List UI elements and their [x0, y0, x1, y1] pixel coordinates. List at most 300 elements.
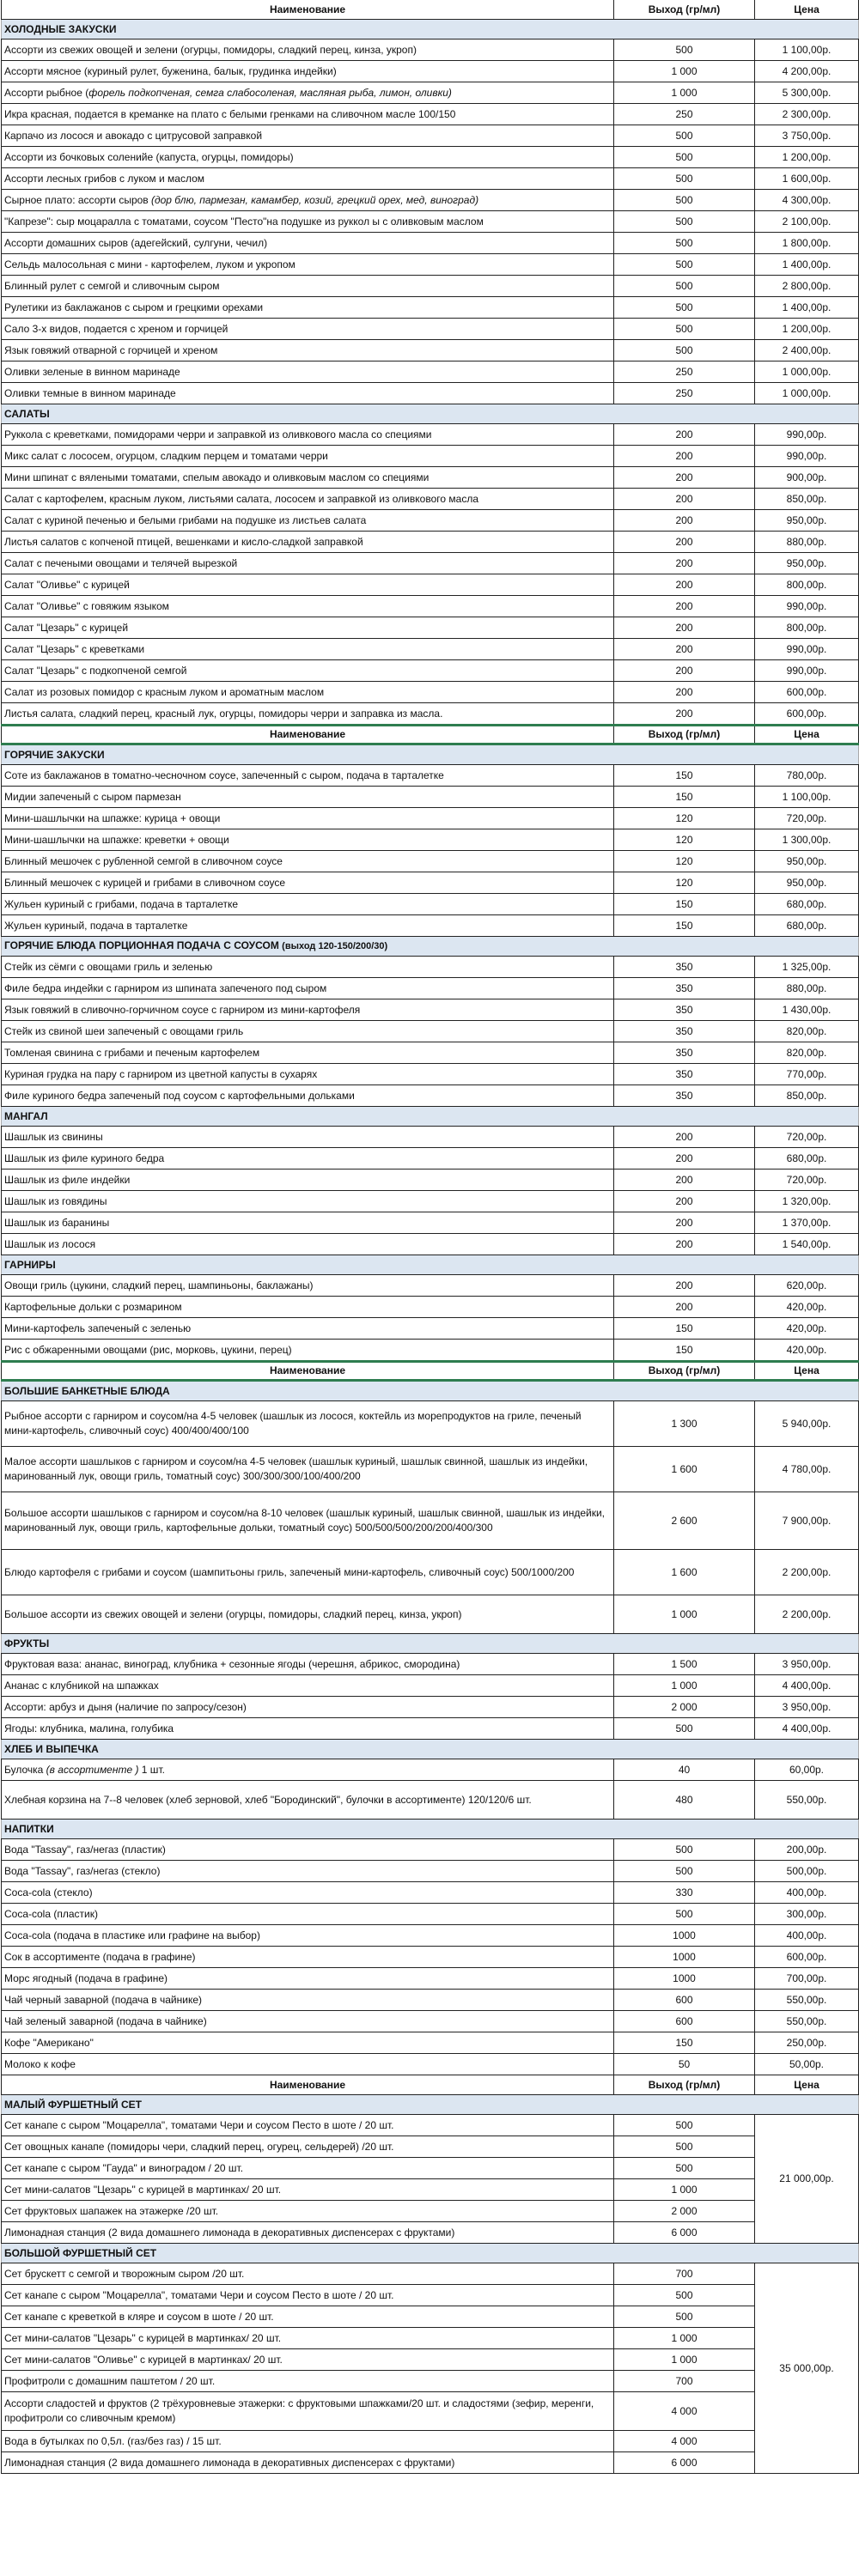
item-yield: 500	[614, 211, 755, 233]
item-name-main: Сырное плато: ассорти сыров	[4, 193, 151, 206]
item-price: 4 780,00р.	[755, 1447, 859, 1492]
item-price: 200,00р.	[755, 1839, 859, 1861]
item-price: 720,00р.	[755, 808, 859, 829]
item-name: Карпачо из лосося и авокадо с цитрусовой заправкой	[2, 125, 614, 147]
item-yield: 200	[614, 703, 755, 726]
item-name-italic: форель подкопченая, семга слабосоленая, масляная рыба, лимон, оливки)	[88, 86, 452, 99]
item-name: Сет мини-салатов "Цезарь" с курицей в мартинках/ 20 шт.	[2, 2179, 614, 2201]
menu-item-row	[2, 1861, 859, 1882]
menu-item-row	[2, 787, 859, 808]
menu-item-row	[2, 2371, 859, 2392]
item-yield: 6 000	[614, 2452, 755, 2474]
item-price: 880,00р.	[755, 978, 859, 999]
item-yield: 1 000	[614, 2349, 755, 2371]
menu-item-row	[2, 2431, 859, 2452]
item-name: Салат с печеными овощами и телячей вырезкой	[2, 553, 614, 574]
item-yield: 200	[614, 1127, 755, 1148]
column-header-name: Наименование	[2, 1362, 614, 1381]
item-yield: 150	[614, 1340, 755, 1362]
item-name: Сельдь малосольная с мини - картофелем, луком и укропом	[2, 254, 614, 276]
section-header-small_buffet	[2, 2095, 859, 2115]
item-price: 850,00р.	[755, 489, 859, 510]
item-price: 420,00р.	[755, 1340, 859, 1362]
item-yield: 150	[614, 2032, 755, 2054]
section-title-text: ФРУКТЫ	[4, 1637, 50, 1649]
item-price: 4 400,00р.	[755, 1675, 859, 1697]
menu-item-row	[2, 894, 859, 915]
menu-item-row	[2, 1968, 859, 1990]
menu-item-row	[2, 1127, 859, 1148]
menu-item-row	[2, 1212, 859, 1234]
menu-item-row	[2, 1085, 859, 1107]
item-yield: 350	[614, 978, 755, 999]
menu-item-row	[2, 1021, 859, 1042]
item-name: Сет канапе с сыром "Моцарелла", томатами Чери и соусом Песто в шоте / 20 шт.	[2, 2115, 614, 2136]
menu-item-row	[2, 2285, 859, 2306]
item-price: 770,00р.	[755, 1064, 859, 1085]
column-header-name: Наименование	[2, 726, 614, 744]
item-name: Ягоды: клубника, малина, голубика	[2, 1718, 614, 1740]
item-price: 680,00р.	[755, 894, 859, 915]
menu-item-row	[2, 1925, 859, 1947]
item-name: Оливки темные в винном маринаде	[2, 383, 614, 404]
menu-item-row	[2, 1697, 859, 1718]
item-yield: 120	[614, 851, 755, 872]
item-name: Листья салатов с копченой птицей, вешенками и кисло-сладкой заправкой	[2, 532, 614, 553]
item-yield: 500	[614, 2158, 755, 2179]
menu-item-row	[2, 1275, 859, 1297]
item-yield: 6 000	[614, 2222, 755, 2244]
item-price: 500,00р.	[755, 1861, 859, 1882]
item-name: Ассорти домашних сыров (адегейский, сулгуни, чечил)	[2, 233, 614, 254]
item-name: Томленая свинина с грибами и печеным картофелем	[2, 1042, 614, 1064]
column-header-yield: Выход (гр/мл)	[614, 1362, 755, 1381]
item-name: Ананас с клубникой на шпажках	[2, 1675, 614, 1697]
menu-item-row	[2, 276, 859, 297]
item-name-italic: (в ассортименте )	[46, 1763, 139, 1776]
item-price: 1 000,00р.	[755, 383, 859, 404]
item-price: 400,00р.	[755, 1925, 859, 1947]
item-price: 620,00р.	[755, 1275, 859, 1297]
item-name: Блинный мешочек с курицей и грибами в сливочном соусе	[2, 872, 614, 894]
item-yield: 120	[614, 829, 755, 851]
section-title-text: ХОЛОДНЫЕ ЗАКУСКИ	[4, 22, 117, 35]
item-name: Язык говяжий в сливочно-горчичном соусе с гарниром из мини-картофеля	[2, 999, 614, 1021]
menu-item-row	[2, 2349, 859, 2371]
item-name: Салат "Цезарь" с курицей	[2, 617, 614, 639]
menu-item-row	[2, 2201, 859, 2222]
column-header-row	[2, 1362, 859, 1381]
item-yield: 2 000	[614, 1697, 755, 1718]
item-price: 420,00р.	[755, 1318, 859, 1340]
item-name: Овощи гриль (цукини, сладкий перец, шампиньоны, баклажаны)	[2, 1275, 614, 1297]
menu-item-row	[2, 2158, 859, 2179]
item-yield: 500	[614, 2115, 755, 2136]
menu-item-row	[2, 851, 859, 872]
item-name: Куриная грудка на пару с гарниром из цветной капусты в сухарях	[2, 1064, 614, 1085]
item-price: 2 400,00р.	[755, 340, 859, 361]
item-price: 2 100,00р.	[755, 211, 859, 233]
item-yield: 200	[614, 489, 755, 510]
item-name: Coca-cola (стекло)	[2, 1882, 614, 1904]
section-title	[2, 1740, 859, 1759]
section-header-drinks	[2, 1820, 859, 1839]
menu-item-row	[2, 1781, 859, 1820]
item-price: 1 200,00р.	[755, 147, 859, 168]
menu-item-row	[2, 978, 859, 999]
item-price: 600,00р.	[755, 682, 859, 703]
item-name: Сет брускетт с семгой и творожным сыром /20 шт.	[2, 2263, 614, 2285]
item-price: 1 430,00р.	[755, 999, 859, 1021]
item-name: Сало 3-х видов, подается с хреном и горчицей	[2, 319, 614, 340]
column-header-row	[2, 726, 859, 744]
item-price: 1 320,00р.	[755, 1191, 859, 1212]
item-price: 600,00р.	[755, 703, 859, 726]
section-title	[2, 1634, 859, 1654]
menu-item-row	[2, 682, 859, 703]
item-yield: 4 000	[614, 2431, 755, 2452]
item-price: 600,00р.	[755, 1947, 859, 1968]
item-name: Coca-cola (подача в пластике или графине на выбор)	[2, 1925, 614, 1947]
item-name: Рулетики из баклажанов с сыром и грецкими орехами	[2, 297, 614, 319]
item-yield: 500	[614, 319, 755, 340]
item-name: Салат "Оливье" с курицей	[2, 574, 614, 596]
menu-item-row	[2, 829, 859, 851]
item-name: Вода "Tassay", газ/негаз (стекло)	[2, 1861, 614, 1882]
column-header-yield: Выход (гр/мл)	[614, 726, 755, 744]
item-price: 900,00р.	[755, 467, 859, 489]
menu-item-row	[2, 596, 859, 617]
menu-item-row	[2, 872, 859, 894]
menu-item-row	[2, 424, 859, 446]
item-name: Сет фруктовых шапажек на этажерке /20 шт.	[2, 2201, 614, 2222]
menu-item-row	[2, 467, 859, 489]
item-name: Морс ягодный (подача в графине)	[2, 1968, 614, 1990]
item-name: Профитроли с домашним паштетом / 20 шт.	[2, 2371, 614, 2392]
item-price: 2 300,00р.	[755, 104, 859, 125]
item-name: Фруктовая ваза: ананас, виноград, клубника + сезонные ягоды (черешня, абрикос, смородина)	[2, 1654, 614, 1675]
menu-item-row	[2, 1492, 859, 1550]
item-yield: 500	[614, 168, 755, 190]
menu-item-row	[2, 1550, 859, 1595]
menu-item-row	[2, 1318, 859, 1340]
menu-item-row	[2, 233, 859, 254]
menu-table	[1, 0, 859, 2474]
item-yield: 200	[614, 532, 755, 553]
item-name: Ассорти лесных грибов с луком и маслом	[2, 168, 614, 190]
item-price: 950,00р.	[755, 872, 859, 894]
menu-item-row	[2, 999, 859, 1021]
item-yield: 350	[614, 1042, 755, 1064]
menu-item-row	[2, 1148, 859, 1170]
item-yield: 500	[614, 340, 755, 361]
menu-item-row	[2, 915, 859, 937]
section-title	[2, 744, 859, 765]
item-price: 420,00р.	[755, 1297, 859, 1318]
item-price: 820,00р.	[755, 1021, 859, 1042]
menu-item-row	[2, 1839, 859, 1861]
item-yield: 150	[614, 894, 755, 915]
item-name: Шашлык из свинины	[2, 1127, 614, 1148]
item-yield: 500	[614, 1718, 755, 1740]
item-yield: 1 000	[614, 2328, 755, 2349]
item-name: Большое ассорти из свежих овощей и зелени (огурцы, помидоры, сладкий перец, кинза, укроп)	[2, 1595, 614, 1634]
item-price: 4 300,00р.	[755, 190, 859, 211]
item-name: Сет мини-салатов "Оливье" с курицей в мартинках/ 20 шт.	[2, 2349, 614, 2371]
section-title-text: САЛАТЫ	[4, 407, 50, 420]
item-yield: 2 000	[614, 2201, 755, 2222]
column-header-price: Цена	[755, 0, 859, 20]
item-price: 1 800,00р.	[755, 233, 859, 254]
item-yield: 1 000	[614, 82, 755, 104]
item-name: Шашлык из баранины	[2, 1212, 614, 1234]
item-yield: 200	[614, 1275, 755, 1297]
item-name	[2, 1759, 614, 1781]
item-yield: 1 600	[614, 1550, 755, 1595]
item-price: 1 000,00р.	[755, 361, 859, 383]
menu-item-row	[2, 61, 859, 82]
item-name: Сет канапе с сыром "Гауда" и виноградом / 20 шт.	[2, 2158, 614, 2179]
item-name: Блинный рулет с семгой и сливочным сыром	[2, 276, 614, 297]
menu-item-row	[2, 168, 859, 190]
section-subtitle: (выход 120-150/200/30)	[282, 941, 388, 951]
column-header-yield: Выход (гр/мл)	[614, 2075, 755, 2095]
section-title	[2, 1107, 859, 1127]
item-yield: 200	[614, 1234, 755, 1255]
item-price: 1 100,00р.	[755, 787, 859, 808]
item-name-main: Ассорти рыбное (	[4, 86, 89, 99]
item-name: Салат "Цезарь" с подкопченой семгой	[2, 660, 614, 682]
item-yield: 1 000	[614, 1675, 755, 1697]
item-name: Шашлык из филе куриного бедра	[2, 1148, 614, 1170]
section-header-banquet	[2, 1381, 859, 1401]
item-name: Салат с картофелем, красным луком, листьями салата, лососем и заправкой из оливкового масла	[2, 489, 614, 510]
menu-item-row	[2, 254, 859, 276]
item-yield: 500	[614, 2306, 755, 2328]
item-name: Мидии запеченый с сыром пармезан	[2, 787, 614, 808]
item-price: 780,00р.	[755, 765, 859, 787]
item-yield: 500	[614, 297, 755, 319]
menu-item-row	[2, 1947, 859, 1968]
menu-item-row	[2, 1064, 859, 1085]
column-header-row	[2, 0, 859, 20]
item-name: Стейк из свиной шеи запеченый с овощами гриль	[2, 1021, 614, 1042]
item-price: 680,00р.	[755, 1148, 859, 1170]
item-yield: 350	[614, 1085, 755, 1107]
menu-item-row	[2, 104, 859, 125]
item-price: 1 400,00р.	[755, 297, 859, 319]
section-header-large_buffet	[2, 2244, 859, 2263]
item-price: 800,00р.	[755, 617, 859, 639]
item-name-main: Булочка	[4, 1763, 46, 1776]
menu-item-row	[2, 2032, 859, 2054]
item-yield: 700	[614, 2371, 755, 2392]
item-name: Чай зеленый заварной (подача в чайнике)	[2, 2011, 614, 2032]
menu-item-row	[2, 361, 859, 383]
menu-item-row	[2, 2392, 859, 2431]
menu-item-row	[2, 2452, 859, 2474]
item-yield: 350	[614, 1064, 755, 1085]
item-name: Оливки зеленые в винном маринаде	[2, 361, 614, 383]
item-price: 550,00р.	[755, 1990, 859, 2011]
item-yield: 40	[614, 1759, 755, 1781]
item-yield: 500	[614, 1861, 755, 1882]
item-name-tail: 1 шт.	[138, 1763, 165, 1776]
item-name: Большое ассорти шашлыков с гарниром и соусом/на 8-10 человек (шашлык куриный, шашлык свинной, шашлык из индейки, маринованный лук, овощи гриль, картофельные дольки, томатный соус) 500/500/500/200/200/400/300	[2, 1492, 614, 1550]
item-price: 2 200,00р.	[755, 1550, 859, 1595]
item-yield: 1 600	[614, 1447, 755, 1492]
item-price: 880,00р.	[755, 532, 859, 553]
item-yield: 500	[614, 39, 755, 61]
item-name: Лимонадная станция (2 вида домашнего лимонада в декоративных диспенсерах с фруктами)	[2, 2452, 614, 2474]
menu-item-row	[2, 1191, 859, 1212]
item-yield: 120	[614, 872, 755, 894]
item-yield: 700	[614, 2263, 755, 2285]
menu-item-row	[2, 1340, 859, 1362]
menu-item-row	[2, 660, 859, 682]
item-price: 550,00р.	[755, 1781, 859, 1820]
item-price: 720,00р.	[755, 1127, 859, 1148]
item-yield: 600	[614, 1990, 755, 2011]
section-header-sides	[2, 1255, 859, 1275]
menu-item-row	[2, 125, 859, 147]
section-title	[2, 20, 859, 39]
menu-item-row	[2, 957, 859, 978]
item-price: 1 200,00р.	[755, 319, 859, 340]
item-yield: 250	[614, 383, 755, 404]
item-price: 720,00р.	[755, 1170, 859, 1191]
menu-item-row	[2, 1759, 859, 1781]
section-header-bread	[2, 1740, 859, 1759]
item-name: Мини-картофель запеченый с зеленью	[2, 1318, 614, 1340]
item-price: 1 400,00р.	[755, 254, 859, 276]
item-name: Ассорти из свежих овощей и зелени (огурцы, помидоры, сладкий перец, кинза, укроп)	[2, 39, 614, 61]
item-name: Ассорти сладостей и фруктов (2 трёхуровневые этажерки: с фруктовыми шпажками/20 шт. и сладостями (зефир, меренги, профитроли со сливочным кремом)	[2, 2392, 614, 2431]
menu-item-row	[2, 1675, 859, 1697]
section-title-text: МАНГАЛ	[4, 1109, 48, 1122]
item-price: 1 300,00р.	[755, 829, 859, 851]
item-name: Рис с обжаренными овощами (рис, морковь, цукини, перец)	[2, 1340, 614, 1362]
item-price: 990,00р.	[755, 660, 859, 682]
set-price: 21 000,00р.	[755, 2115, 859, 2244]
item-name: Салат из розовых помидор с красным луком и ароматным маслом	[2, 682, 614, 703]
item-name: Соте из баклажанов в томатно-чесночном соусе, запеченный с сыром, подача в тарталетке	[2, 765, 614, 787]
column-header-name: Наименование	[2, 2075, 614, 2095]
menu-item-row	[2, 639, 859, 660]
item-name: Руккола с креветками, помидорами черри и заправкой из оливкового масла со специями	[2, 424, 614, 446]
item-name: Салат "Цезарь" с креветками	[2, 639, 614, 660]
item-name: Шашлык из лосося	[2, 1234, 614, 1255]
menu-item-row	[2, 2115, 859, 2136]
item-name: Чай черный заварной (подача в чайнике)	[2, 1990, 614, 2011]
menu-item-row	[2, 2328, 859, 2349]
column-header-name: Наименование	[2, 0, 614, 20]
item-yield: 150	[614, 915, 755, 937]
column-header-yield: Выход (гр/мл)	[614, 0, 755, 20]
item-name: Лимонадная станция (2 вида домашнего лимонада в декоративных диспенсерах с фруктами)	[2, 2222, 614, 2244]
item-price: 950,00р.	[755, 851, 859, 872]
item-name: Листья салата, сладкий перец, красный лук, огурцы, помидоры черри и заправка из масла.	[2, 703, 614, 726]
menu-item-row	[2, 2179, 859, 2201]
section-title-text: ГОРЯЧИЕ ЗАКУСКИ	[4, 748, 105, 761]
item-yield: 500	[614, 190, 755, 211]
menu-item-row	[2, 297, 859, 319]
item-yield: 150	[614, 787, 755, 808]
menu-item-row	[2, 82, 859, 104]
item-name: Мини шпинат с вялеными томатами, спелым авокадо и оливковым маслом со специями	[2, 467, 614, 489]
menu-item-row	[2, 1297, 859, 1318]
section-title	[2, 2244, 859, 2263]
item-yield: 1 500	[614, 1654, 755, 1675]
item-name: Сет канапе с креветкой в кляре и соусом в шоте / 20 шт.	[2, 2306, 614, 2328]
item-name: Сет мини-салатов "Цезарь" с курицей в мартинках/ 20 шт.	[2, 2328, 614, 2349]
item-yield: 200	[614, 424, 755, 446]
menu-item-row	[2, 510, 859, 532]
section-header-grill	[2, 1107, 859, 1127]
item-yield: 200	[614, 617, 755, 639]
item-price: 50,00р.	[755, 2054, 859, 2075]
item-yield: 350	[614, 999, 755, 1021]
item-yield: 330	[614, 1882, 755, 1904]
item-name: Шашлык из говядины	[2, 1191, 614, 1212]
menu-item-row	[2, 553, 859, 574]
section-title-text: БОЛЬШИЕ БАНКЕТНЫЕ БЛЮДА	[4, 1384, 170, 1397]
item-yield: 200	[614, 1212, 755, 1234]
menu-item-row	[2, 765, 859, 787]
menu-item-row	[2, 340, 859, 361]
item-yield: 350	[614, 957, 755, 978]
section-title-text: ГОРЯЧИЕ БЛЮДА ПОРЦИОННАЯ ПОДАЧА С СОУСОМ	[4, 939, 279, 951]
menu-item-row	[2, 383, 859, 404]
section-header-hot_snacks	[2, 744, 859, 765]
menu-item-row	[2, 808, 859, 829]
item-name: Филе куриного бедра запеченый под соусом с картофельными дольками	[2, 1085, 614, 1107]
item-yield: 500	[614, 254, 755, 276]
item-price: 550,00р.	[755, 2011, 859, 2032]
section-title-text: НАПИТКИ	[4, 1822, 54, 1835]
menu-item-row	[2, 1882, 859, 1904]
item-name: Сок в ассортименте (подача в графине)	[2, 1947, 614, 1968]
item-yield: 500	[614, 2136, 755, 2158]
item-yield: 1000	[614, 1925, 755, 1947]
menu-item-row	[2, 1234, 859, 1255]
menu-item-row	[2, 1904, 859, 1925]
item-price: 5 940,00р.	[755, 1401, 859, 1447]
item-price: 3 750,00р.	[755, 125, 859, 147]
item-yield: 500	[614, 1904, 755, 1925]
item-price: 950,00р.	[755, 553, 859, 574]
item-yield: 50	[614, 2054, 755, 2075]
item-name: "Капрезе": сыр моцаралла с томатами, соусом "Песто"на подушке из руккол ы с оливковым маслом	[2, 211, 614, 233]
item-yield: 200	[614, 682, 755, 703]
section-title-text: МАЛЫЙ ФУРШЕТНЫЙ СЕТ	[4, 2098, 142, 2111]
column-header-price: Цена	[755, 1362, 859, 1381]
item-yield: 200	[614, 596, 755, 617]
menu-item-row	[2, 446, 859, 467]
menu-item-row	[2, 319, 859, 340]
section-title	[2, 1381, 859, 1401]
item-yield: 150	[614, 1318, 755, 1340]
item-name: Салат "Оливье" с говяжим языком	[2, 596, 614, 617]
item-yield: 500	[614, 1839, 755, 1861]
section-header-fruits	[2, 1634, 859, 1654]
item-name: Язык говяжий отварной с горчицей и хреном	[2, 340, 614, 361]
item-name: Сет канапе с сыром "Моцарелла", томатами Чери и соусом Песто в шоте / 20 шт.	[2, 2285, 614, 2306]
item-name: Шашлык из филе индейки	[2, 1170, 614, 1191]
item-price: 1 540,00р.	[755, 1234, 859, 1255]
item-yield: 200	[614, 510, 755, 532]
item-price: 3 950,00р.	[755, 1654, 859, 1675]
